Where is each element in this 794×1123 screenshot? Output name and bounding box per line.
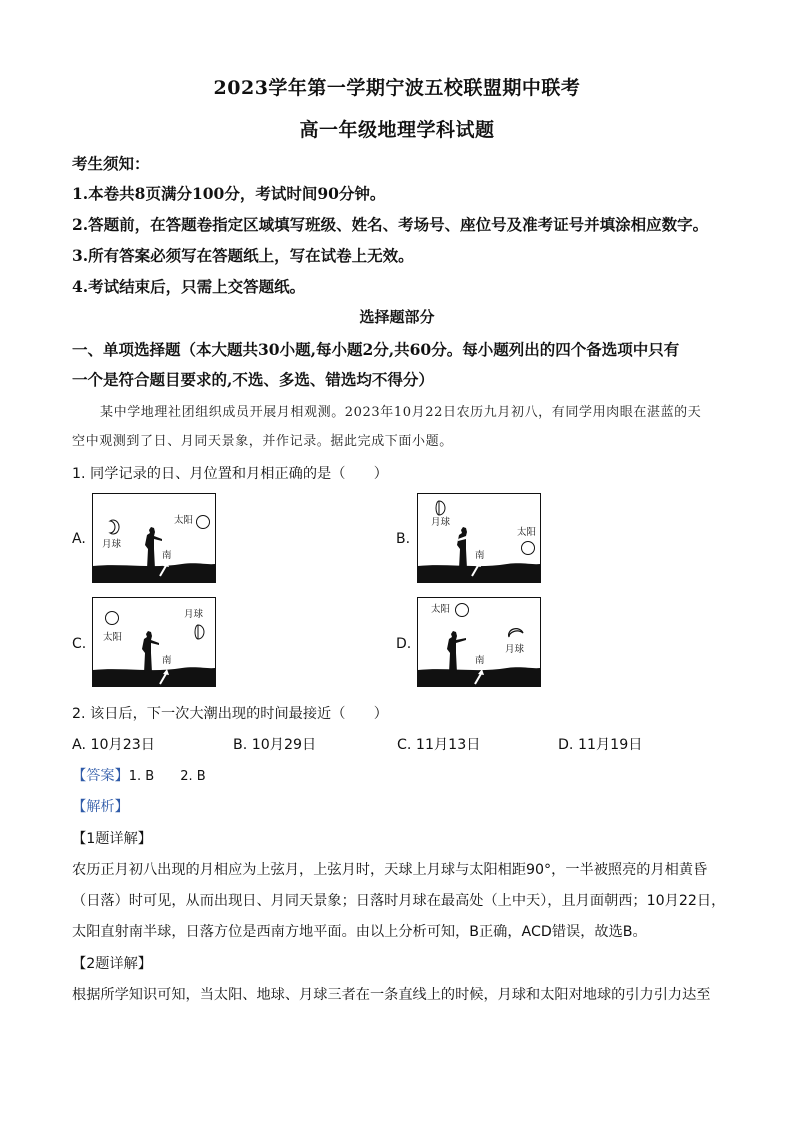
passage-line2: 空中观测到了日、月同天景象，并作记录。据此完成下面小题。 <box>72 434 453 449</box>
moon-label: 月球 <box>184 609 204 620</box>
direction-label: 南 <box>475 655 485 666</box>
q2-detail-label: 【2题详解】 <box>72 956 152 972</box>
answer-text: 1. B 2. B <box>128 769 206 784</box>
question-2-stem: 2. 该日后，下一次大潮出现的时间最接近（ ） <box>72 706 388 722</box>
instruction-item: 4.考试结束后，只需上交答题纸。 <box>72 277 306 296</box>
moon-label: 月球 <box>505 644 525 655</box>
q2-detail-line: 根据所学知识可知，当太阳、地球、月球三者在一条直线上的时候，月球和太阳对地球的引力引力达至 <box>72 987 711 1003</box>
direction-label: 南 <box>475 550 485 561</box>
sun-label: 太阳 <box>174 515 194 526</box>
sun-label: 太阳 <box>103 632 123 643</box>
answer-label: 【答案】 <box>72 768 129 784</box>
sun-label: 太阳 <box>517 527 537 538</box>
analysis-label: 【解析】 <box>72 799 129 815</box>
q2-option-a: A. 10月23日 <box>72 737 155 753</box>
option-a-figure <box>92 493 216 583</box>
part-heading-line2: 一个是符合题目要求的,不选、多选、错选均不得分） <box>72 370 434 389</box>
q1-detail-label: 【1题详解】 <box>72 831 152 847</box>
passage-line1: 某中学地理社团组织成员开展月相观测。2023年10月22日农历九月初八，有同学用肉眼在湛蓝的天 <box>100 405 702 420</box>
direction-label: 南 <box>162 655 172 666</box>
option-d-label: D. <box>396 636 412 652</box>
instructions-heading: 考生须知： <box>72 154 150 173</box>
answer-row <box>72 765 206 785</box>
option-a-label: A. <box>72 531 86 547</box>
option-c-label: C. <box>72 636 87 652</box>
option-b-figure <box>417 493 541 583</box>
section-title: 选择题部分 <box>359 308 435 326</box>
instruction-item: 3.所有答案必须写在答题纸上，写在试卷上无效。 <box>72 246 414 265</box>
direction-label: 南 <box>162 550 172 561</box>
q1-detail-line: （日落）时可见，从而出现日、月同天景象；日落时月球在最高处（上中天），且月面朝西；10月22日， <box>72 893 726 909</box>
moon-label: 月球 <box>102 539 122 550</box>
option-d-figure <box>417 597 541 687</box>
option-b-label: B. <box>396 531 411 547</box>
q1-detail-line: 太阳直射南半球，日落方位是西南方地平面。由以上分析可知，B正确，ACD错误，故选B。 <box>72 924 647 940</box>
q2-option-b: B. 10月29日 <box>233 737 317 753</box>
q2-option-c: C. 11月13日 <box>397 737 481 753</box>
page-title: 2023学年第一学期宁波五校联盟期中联考 <box>213 77 581 99</box>
moon-label: 月球 <box>431 517 451 528</box>
instruction-item: 2.答题前，在答题卷指定区域填写班级、姓名、考场号、座位号及准考证号并填涂相应数字。 <box>72 215 709 234</box>
q1-detail-line: 农历正月初八出现的月相应为上弦月，上弦月时，天球上月球与太阳相距90°，一半被照亮的月相黄昏 <box>72 862 708 878</box>
page-subtitle: 高一年级地理学科试题 <box>299 119 495 141</box>
sun-icon <box>456 604 469 617</box>
instruction-item: 1.本卷共8页满分100分，考试时间90分钟。 <box>72 184 386 203</box>
question-1-stem: 1. 同学记录的日、月位置和月相正确的是（ ） <box>72 466 388 482</box>
option-c-figure <box>92 597 216 687</box>
sun-icon <box>197 516 210 529</box>
sun-icon <box>106 612 119 625</box>
sun-icon <box>522 542 535 555</box>
part-heading-line1: 一、单项选择题（本大题共30小题,每小题2分,共60分。每小题列出的四个备选项中只有 <box>72 340 680 359</box>
moon-icon <box>195 625 204 639</box>
sun-label: 太阳 <box>431 604 451 615</box>
q2-option-d: D. 11月19日 <box>558 737 643 753</box>
moon-icon <box>436 501 445 515</box>
